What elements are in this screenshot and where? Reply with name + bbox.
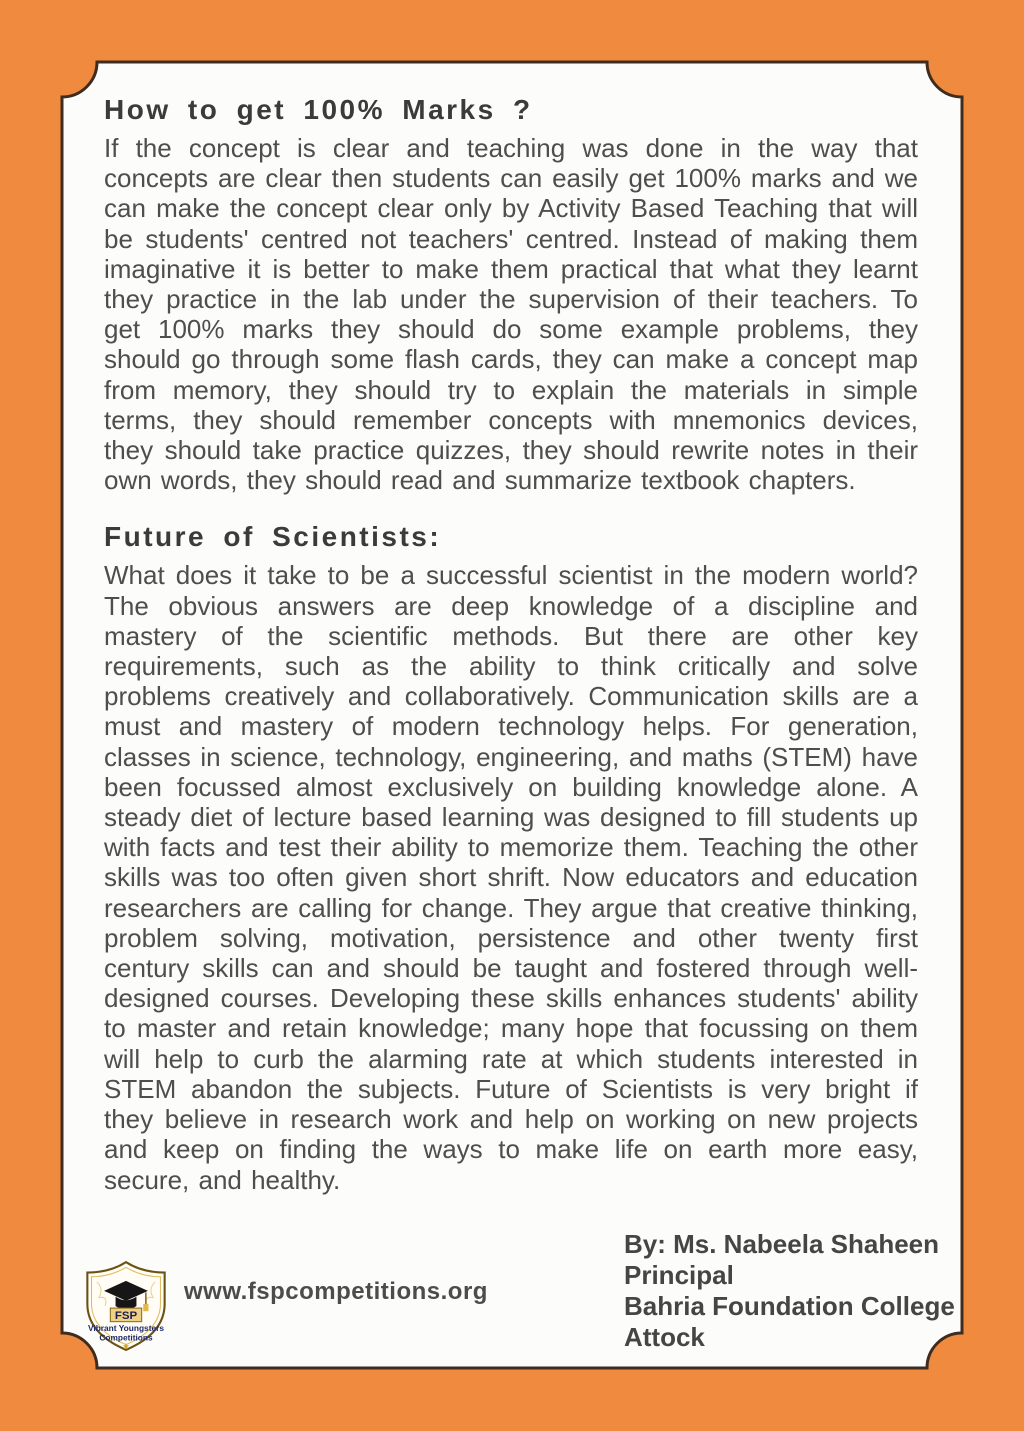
attribution-role: Principal [624, 1259, 734, 1290]
fsp-shield-logo-icon [82, 1259, 170, 1353]
website-url: www.fspcompetitions.org [184, 1277, 488, 1305]
footer [87, 1221, 955, 1391]
logo-line2: Competitions [99, 1332, 153, 1343]
document-content [87, 94, 955, 1391]
section-scientists-body: What does it take to be a successful scientist in the modern world? The obvious answers are deep knowledge of a discipline and mastery of the scientific methods. But there are other key requirements, such as the ability to think critically and solve problems creatively and collaboratively. Communication skills are a must and mastery of modern technology helps. For generation, classes in science, technology, engineering, and maths (STEM) have been focussed almost exclusively on building knowledge alone. A steady diet of lecture based learning was designed to fill students up with facts and test their ability to memorize them. Teaching the other skills was too often given short shrift. Now educators and education researchers are calling for change. They argue that creative thinking, problem solving, motivation, persistence and other twenty first century skills can and should be taught and fostered through well-designed courses. Developing these skills enhances students' ability to master and retain knowledge; many hope that focussing on them will help to curb the alarming rate at which students interested in STEM abandon the subjects. Future of Scientists is very bright if they believe in research work and help on working on new projects and keep on finding the ways to make life on earth more easy, secure, and healthy. [104, 560, 918, 1195]
star-icon: ★ [122, 1340, 130, 1351]
section-scientists-heading: Future of Scientists: [104, 521, 442, 553]
logo-line1: Vibrant Youngsters [87, 1322, 165, 1333]
section-marks-body: If the concept is clear and teaching was done in the way that concepts are clear then students can easily get 100% marks and we can make the concept clear only by Activity Based Teaching that will be students' centred not teachers' centred. Instead of making them imaginative it is better to make them practical that what they learnt they practice in the lab under the supervision of their teachers. To get 100% marks they should do some example problems, they should go through some flash cards, they can make a concept map from memory, they should try to explain the materials in simple terms, they should remember concepts with mnemonics devices, they should take practice quizzes, they should rewrite notes in their own words, they should read and summarize textbook chapters. [104, 133, 918, 496]
attribution-author: By: Ms. Nabeela Shaheen [624, 1228, 939, 1259]
attribution-institution: Bahria Foundation College [624, 1290, 955, 1321]
attribution-block [624, 1229, 955, 1353]
section-scientists [104, 521, 918, 1194]
logo-acronym: FSP [114, 1309, 138, 1322]
attribution-city: Attock [624, 1321, 705, 1352]
fsp-banner [110, 1308, 141, 1322]
section-marks-heading: How to get 100% Marks ? [104, 94, 533, 125]
section-marks [104, 94, 918, 495]
brand-row [82, 1259, 488, 1353]
